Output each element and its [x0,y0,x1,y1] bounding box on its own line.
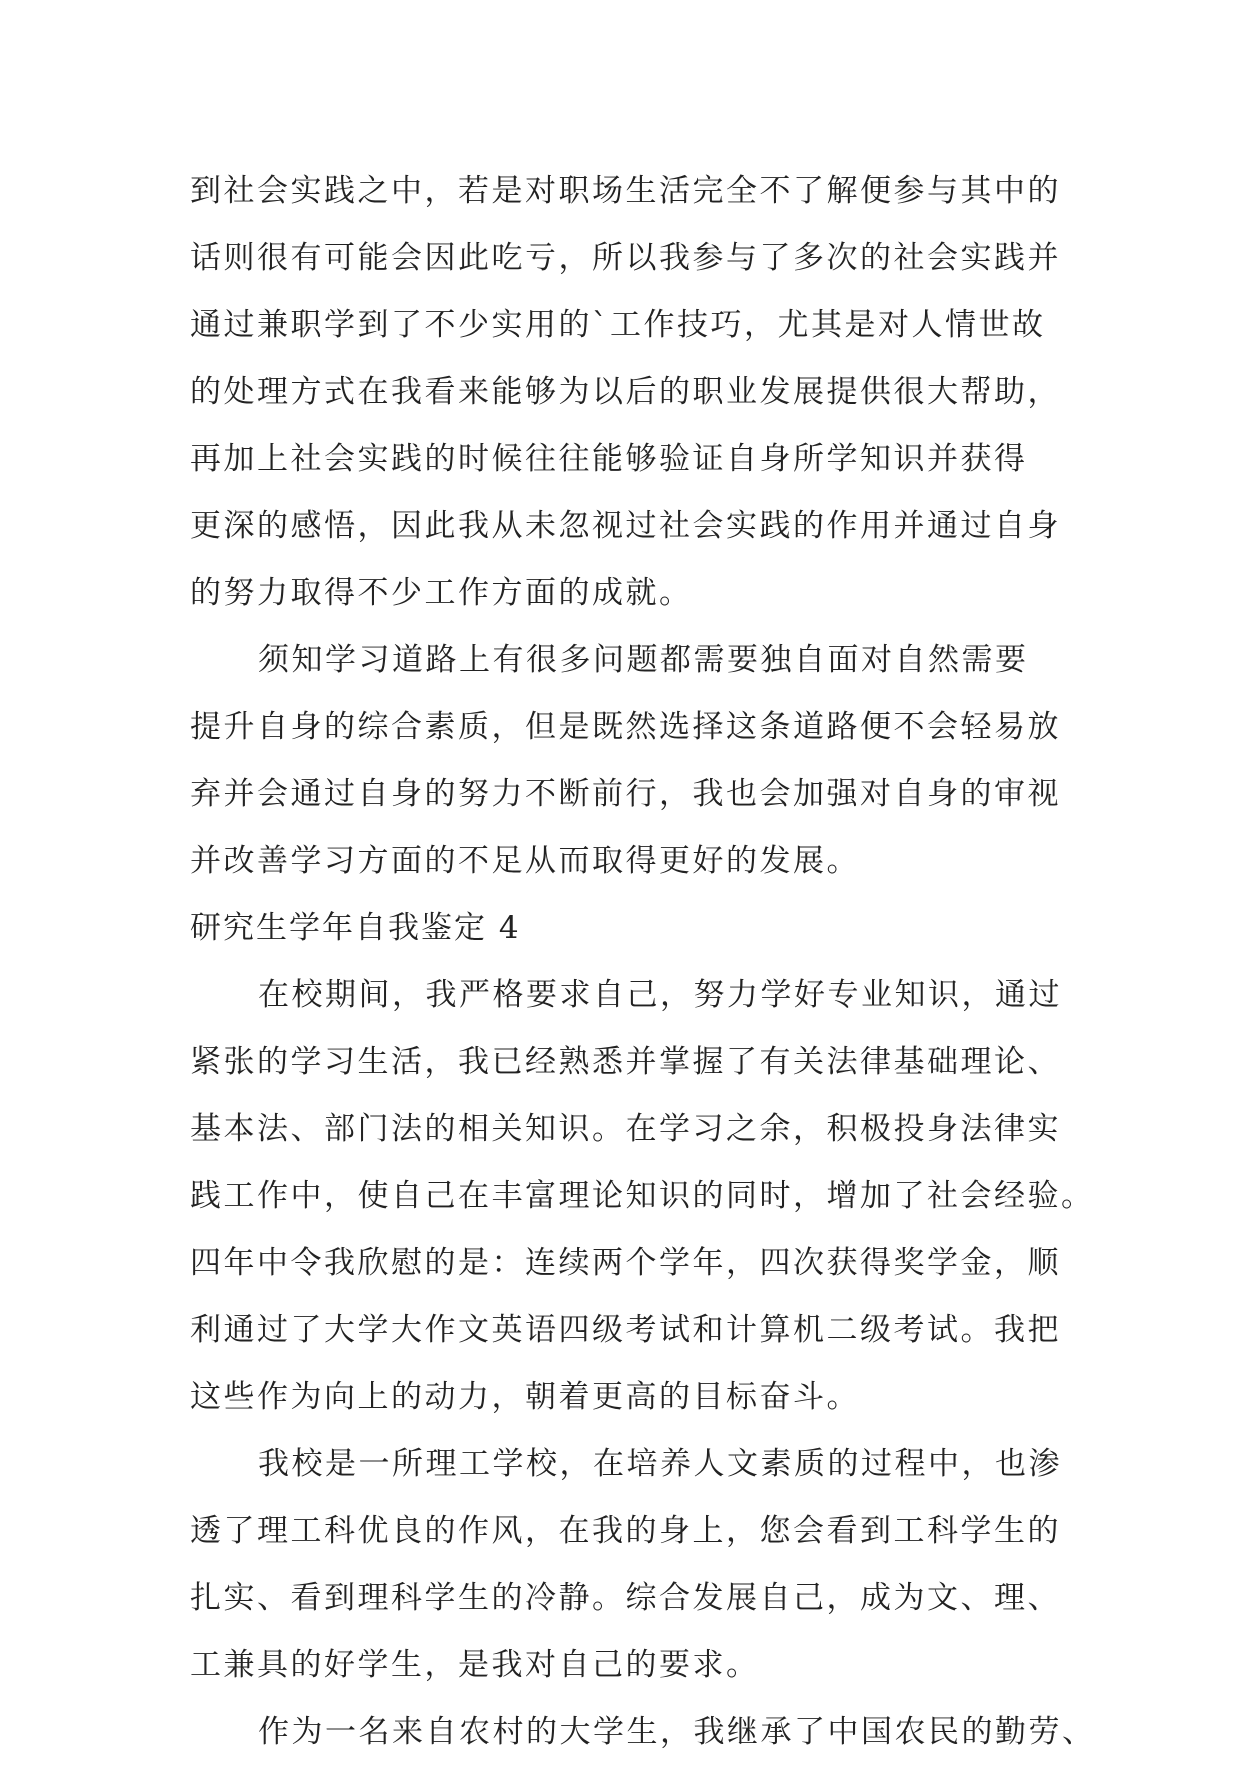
section-heading: 研究生学年自我鉴定 4 [190,910,521,946]
text-line: 的努力取得不少工作方面的成就。 [190,575,693,611]
text-line: 透了理工科优良的作风，在我的身上，您会看到工科学生的 [190,1513,1061,1549]
paragraph-start-line: 在校期间，我严格要求自己，努力学好专业知识，通过 [258,977,1062,1013]
text-line: 紧张的学习生活，我已经熟悉并掌握了有关法律基础理论、 [190,1044,1061,1080]
text-line: 这些作为向上的动力，朝着更高的目标奋斗。 [190,1379,860,1415]
text-line: 并改善学习方面的不足从而取得更好的发展。 [190,843,860,879]
text-line: 提升自身的综合素质，但是既然选择这条道路便不会轻易放 [190,709,1061,745]
paragraph-start-line: 作为一名来自农村的大学生，我继承了中国农民的勤劳、 [258,1714,1096,1750]
text-line: 更深的感悟，因此我从未忽视过社会实践的作用并通过自身 [190,508,1061,544]
text-line: 再加上社会实践的时候往往能够验证自身所学知识并获得 [190,441,1028,477]
document-body [190,158,1096,1766]
text-line: 扎实、看到理科学生的冷静。综合发展自己，成为文、理、 [190,1580,1061,1616]
text-line: 工兼具的好学生，是我对自己的要求。 [190,1647,760,1683]
text-line: 话则很有可能会因此吃亏，所以我参与了多次的社会实践并 [190,240,1061,276]
paragraph-start-line: 须知学习道路上有很多问题都需要独自面对自然需要 [258,642,1029,678]
text-line: 基本法、部门法的相关知识。在学习之余，积极投身法律实 [190,1111,1061,1147]
text-line: 利通过了大学大作文英语四级考试和计算机二级考试。我把 [190,1312,1061,1348]
text-line: 的处理方式在我看来能够为以后的职业发展提供很大帮助， [190,374,1061,410]
text-line: 践工作中，使自己在丰富理论知识的同时，增加了社会经验。 [190,1178,1095,1214]
paragraph-start-line: 我校是一所理工学校，在培养人文素质的过程中，也渗 [258,1446,1062,1482]
text-line: 到社会实践之中，若是对职场生活完全不了解便参与其中的 [190,173,1061,209]
text-line: 弃并会通过自身的努力不断前行，我也会加强对自身的审视 [190,776,1061,812]
text-line: 通过兼职学到了不少实用的`工作技巧，尤其是对人情世故 [190,307,1046,343]
text-line: 四年中令我欣慰的是：连续两个学年，四次获得奖学金，顺 [190,1245,1061,1281]
